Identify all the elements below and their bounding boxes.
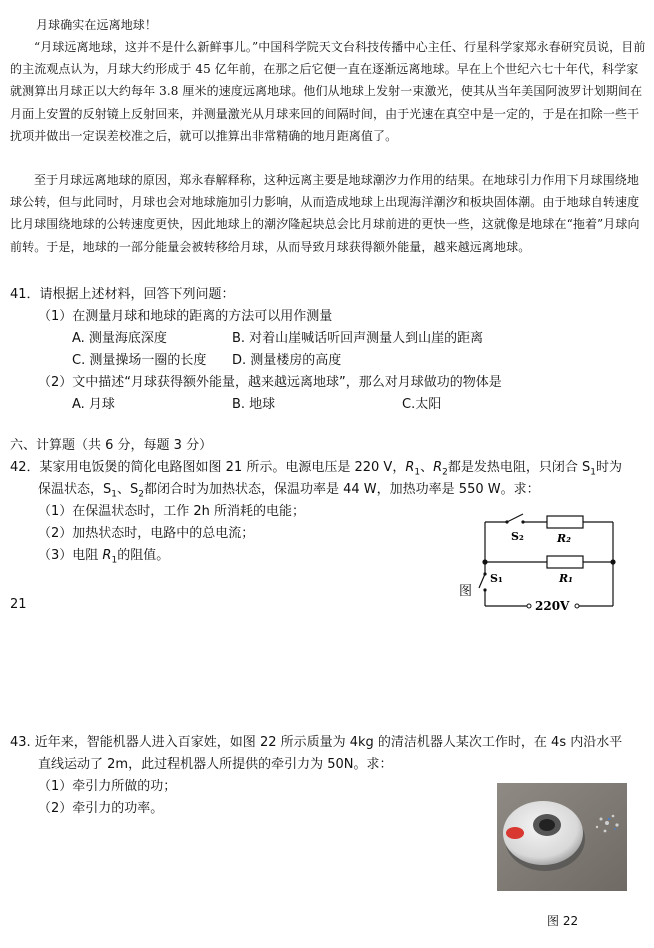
q42-sub3: （3）电阻 $R_1$的阻值。 [38,548,170,566]
q42-line1: 42．某家用电饭煲的简化电路图如图 21 所示。电源电压是 220 V，$R_1$、$R_2$都是发热电阻，只闭合 $S_1$时为 [10,460,623,478]
q41-option-b: B. 对着山崖喊话听回声测量人到山崖的距离 [232,331,484,346]
q42-sub1: （1）在保温状态时，工作 2h 所消耗的电能； [38,504,306,519]
label-voltage: 220V [535,599,570,613]
q41-sub2-option-b: B. 地球 [232,397,276,412]
passage-paragraph-1: “月球远离地球，这并不是什么新鲜事儿。”中国科学院天文台科技传播中心主任、行星科学家郑永春研究员说，目前的主流观点认为，月球大约形成于 45 亿年前，在那之后它便一直在逐渐远离地球。早在上个世纪六七十年代，科学家就测算出月球正以大约每年 3.8 厘米的速度远离地球。他们从地球上发射一束激光，使其从当年美国阿波罗计划期间在月面上安置的反射镜上反射回来，并测量激光从月球来回的间隔时间，由于光速在真空中是一定的，于是在扣除一些干扰项并做出一定误差校准之后，就可以推算出非常精确的地月距离值了。 [10,40,646,143]
passage-title [10,14,646,36]
q41-sub2: （2）文中描述“月球获得额外能量，越来越远离地球”，那么对月球做功的物体是 [38,375,502,390]
q41-option-a: A. 测量海底深度 [72,331,167,346]
q43-line2: 直线运动了 2m，此过程机器人所提供的牵引力为 50N。求： [38,757,393,772]
resistor-r2 [547,516,583,528]
label-s1: S₁ [490,572,503,585]
cleaning-robot-photo [497,783,627,891]
section-6-heading: 六、计算题（共 6 分，每题 3 分） [10,438,213,453]
figure-21-label-a: 图 [459,584,473,599]
q41-option-d: D. 测量楼房的高度 [232,353,342,368]
q43-sub2: （2）牵引力的功率。 [38,801,164,816]
q41-option-c: C. 测量操场一圈的长度 [72,353,207,368]
passage-paragraph-2: 至于月球远离地球的原因，郑永春解释称，这种远离主要是地球潮汐力作用的结果。在地球引力作用下月球围绕地球公转，但与此同时，月球也会对地球施加引力影响，从而造成地球上出现海洋潮汐和板块固体潮。由于地球自转速度比月球围绕地球的公转速度更快，因此地球上的潮汐隆起块总会比月球前进的更快一些，这就像是地球在“拖着”月球向前转。于是，地球的一部分能量会被转移给月球，从而导致月球获得额外能量，越来越远离地球。 [10,173,640,254]
switch-s2-blade [507,514,523,522]
q42-line2: 保温状态，$S_1$、$S_2$都闭合时为加热状态，保温功率是 44 W，加热功率是 550 W。求： [38,482,540,500]
label-r2: R₂ [557,532,571,545]
node-left [482,559,487,564]
q43-sub1: （1）牵引力所做的功； [38,779,177,794]
label-s2: S₂ [511,530,524,543]
circuit-diagram [455,510,625,614]
node-right [610,559,615,564]
figure-22-label: 图 22 [547,914,579,928]
figure-21-label-b: 21 [10,597,27,612]
switch-s1-blade [479,574,485,588]
robot-logo-badge [506,827,524,839]
q41-sub2-option-c: C.太阳 [402,397,442,412]
q41-sub2-option-a: A. 月球 [72,397,115,412]
passage-heading: 月球确实在远离地球！ [36,18,158,32]
q41-stem: 41．请根据上述材料，回答下列问题： [10,287,235,302]
resistor-r1 [547,556,583,568]
label-r1: R₁ [559,572,573,585]
q42-sub2: （2）加热状态时，电路中的总电流； [38,526,255,541]
q41-sub1: （1）在测量月球和地球的距离的方法可以用作测量 [38,309,333,324]
q43-line1: 43. 近年来，智能机器人进入百家姓，如图 22 所示质量为 4kg 的清洁机器人某次工作时，在 4s 内沿水平 [10,735,623,750]
